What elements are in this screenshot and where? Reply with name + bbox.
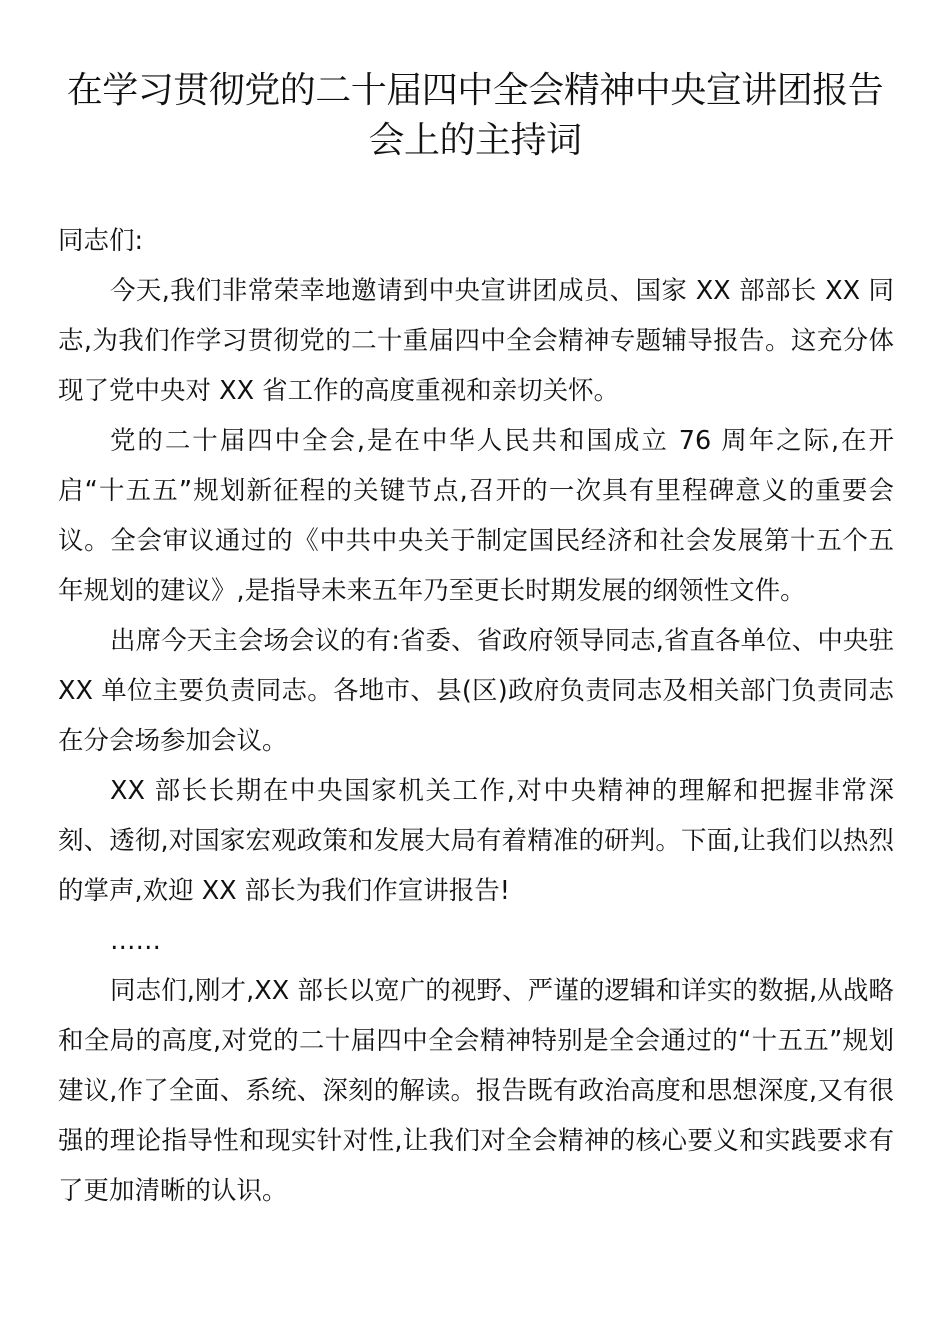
document-title	[40, 66, 910, 166]
title-line-2: 会上的主持词	[368, 120, 582, 161]
salutation: 同志们:	[58, 226, 144, 256]
title-line-1: 在学习贯彻党的二十届四中全会精神中央宣讲团报告	[66, 70, 884, 111]
paragraph-attendees: 出席今天主会场会议的有:省委、省政府领导同志,省直各单位、中央驻 XX 单位主要负责同志。各地市、县(区)政府负责同志及相关部门负责同志在分会场参加会议。	[58, 626, 894, 756]
paragraph-plenum-significance: 党的二十届四中全会,是在中华人民共和国成立 76 周年之际,在开启“十五五”规划新征程的关键节点,召开的一次具有里程碑意义的重要会议。全会审议通过的《中共中央关于制定国民经济和社会发展第十五个五年规划的建议》,是指导未来五年乃至更长时期发展的纲领性文件。	[58, 426, 894, 606]
paragraph-ellipsis: ……	[110, 926, 161, 956]
document-body	[58, 216, 894, 1216]
paragraph-summary: 同志们,刚才,XX 部长以宽广的视野、严谨的逻辑和详实的数据,从战略和全局的高度,对党的二十届四中全会精神特别是全会通过的“十五五”规划建议,作了全面、系统、深刻的解读。报告既有政治高度和思想深度,又有很强的理论指导性和现实针对性,让我们对全会精神的核心要义和实践要求有了更加清晰的认识。	[58, 976, 894, 1206]
paragraph-speaker-welcome: XX 部长长期在中央国家机关工作,对中央精神的理解和把握非常深刻、透彻,对国家宏观政策和发展大局有着精准的研判。下面,让我们以热烈的掌声,欢迎 XX 部长为我们作宣讲报告!	[58, 776, 894, 906]
paragraph-introduction: 今天,我们非常荣幸地邀请到中央宣讲团成员、国家 XX 部部长 XX 同志,为我们作学习贯彻党的二十重届四中全会精神专题辅导报告。这充分体现了党中央对 XX 省工作的高度重视和亲切关怀。	[58, 276, 894, 406]
